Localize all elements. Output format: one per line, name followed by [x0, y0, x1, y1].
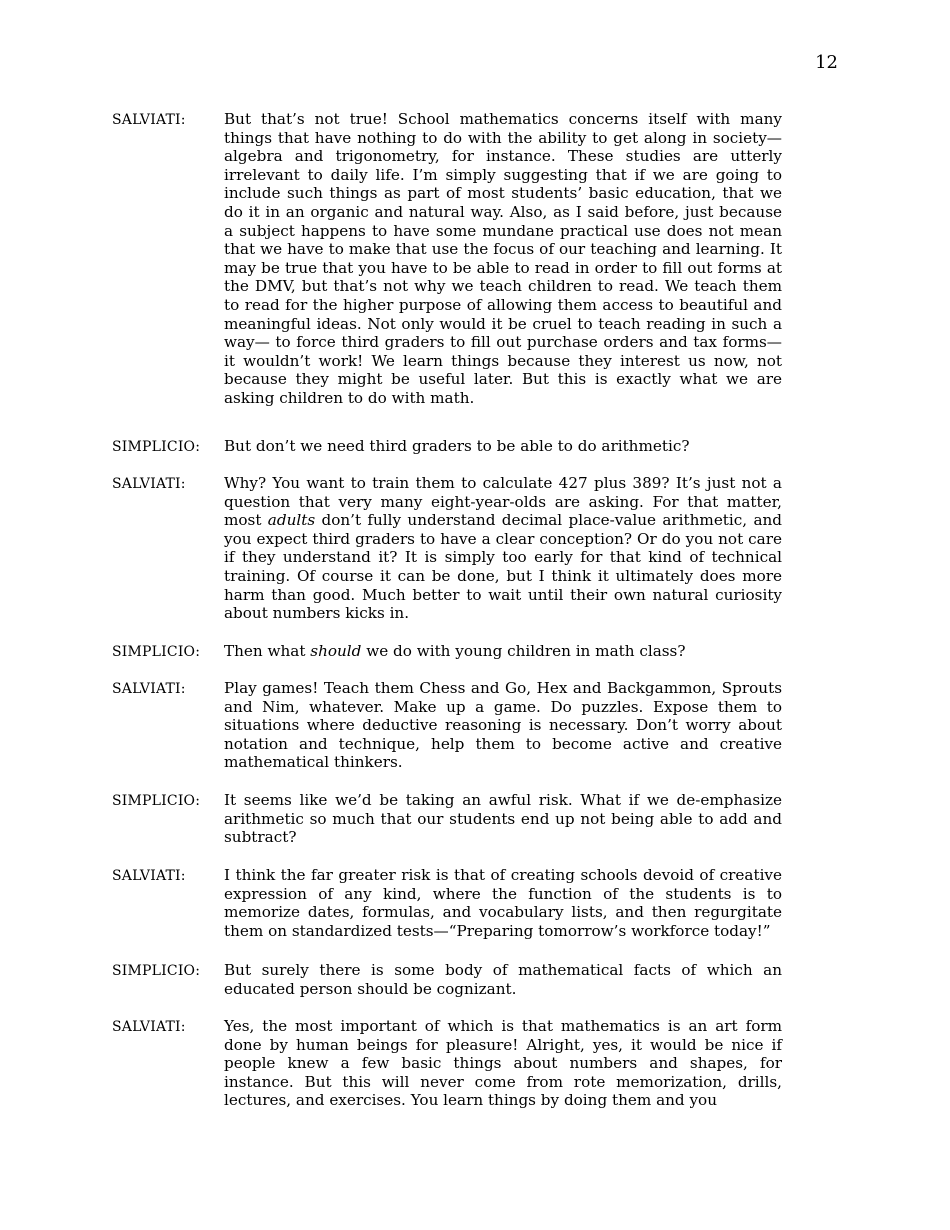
speaker-label: SALVIATI:	[112, 1019, 186, 1035]
speech-text: But that’s not true! School mathematics concerns itself with many things that have nothing to do with the ability to get along in society— algebra and trigonometry, for instance. These studies are utterly irrelevant to daily life. I’m simply suggesting that if we are going to include such things as part of most students’ basic education, that we do it in an organic and natural way. Also, as I said before, just because a subject happens to have some mundane practical use does not mean that we have to make that use the focus of our teaching and learning. It may be true that you have to be able to read in order to fill out forms at the DMV, but that’s not why we teach children to read. We teach them to read for the higher purpose of allowing them access to beautiful and meaningful ideas. Not only would it be cruel to teach reading in such a way— to force third graders to fill out purchase orders and tax forms— it wouldn’t work! We learn things because they interest us now, not because they might be useful later. But this is exactly what we are asking children to do with math.	[224, 110, 782, 407]
speech-text	[224, 642, 782, 661]
speaker-label: SIMPLICIO:	[112, 963, 201, 979]
speech-text-part: Why? You want to train them to calculate 427 plus 389? It’s just not a question that very many eight-year-olds are asking. For that matter, most	[224, 474, 782, 530]
speech-text: But don’t we need third graders to be able to do arithmetic?	[224, 437, 690, 455]
speech-text-part: Then what	[224, 642, 311, 660]
emphasis-text: adults	[267, 511, 316, 530]
speaker-label: SIMPLICIO:	[112, 439, 201, 455]
speech-text: Yes, the most important of which is that mathematics is an art form done by human beings for pleasure! Alright, yes, it would be nice if people knew a few basic things about numbers and shapes, for instance. But this will never come from rote memorization, drills, lectures, and exercises. You learn things by doing them and you	[224, 1017, 782, 1110]
page-number: 12	[815, 52, 838, 73]
speech-text-part: we do with young children in math class?	[361, 642, 686, 660]
speech-text	[224, 474, 782, 623]
emphasis-text: should	[310, 642, 362, 660]
speech-text-part: don’t fully understand decimal place-value arithmetic, and you expect third graders to have a clear conception? Or do you not care if they understand it? It is simply too early for that kind of technical training. Of course it can be done, but I think it ultimately does more harm than good. Much better to wait until their own natural curiosity about numbers kicks in.	[224, 511, 782, 623]
speaker-label: SALVIATI:	[112, 476, 186, 492]
speaker-label: SALVIATI:	[112, 112, 186, 128]
speech-text: It seems like we’d be taking an awful risk. What if we de-emphasize arithmetic so much that our students end up not being able to add and subtract?	[224, 791, 782, 847]
speaker-label: SALVIATI:	[112, 868, 186, 884]
speaker-label: SIMPLICIO:	[112, 644, 201, 660]
speech-text: Play games! Teach them Chess and Go, Hex and Backgammon, Sprouts and Nim, whatever. Make up a game. Do puzzles. Expose them to situations where deductive reasoning is necessary. Don’t worry about notation and technique, help them to become active and creative mathematical thinkers.	[224, 679, 782, 772]
speech-text: But surely there is some body of mathematical facts of which an educated person should be cognizant.	[224, 961, 782, 998]
speaker-label: SIMPLICIO:	[112, 793, 201, 809]
speaker-label: SALVIATI:	[112, 681, 186, 697]
speech-text: I think the far greater risk is that of creating schools devoid of creative expression of any kind, where the function of the students is to memorize dates, formulas, and vocabulary lists, and then regurgitate them on standardized tests—“Preparing tomorrow’s workforce today!”	[224, 866, 782, 940]
